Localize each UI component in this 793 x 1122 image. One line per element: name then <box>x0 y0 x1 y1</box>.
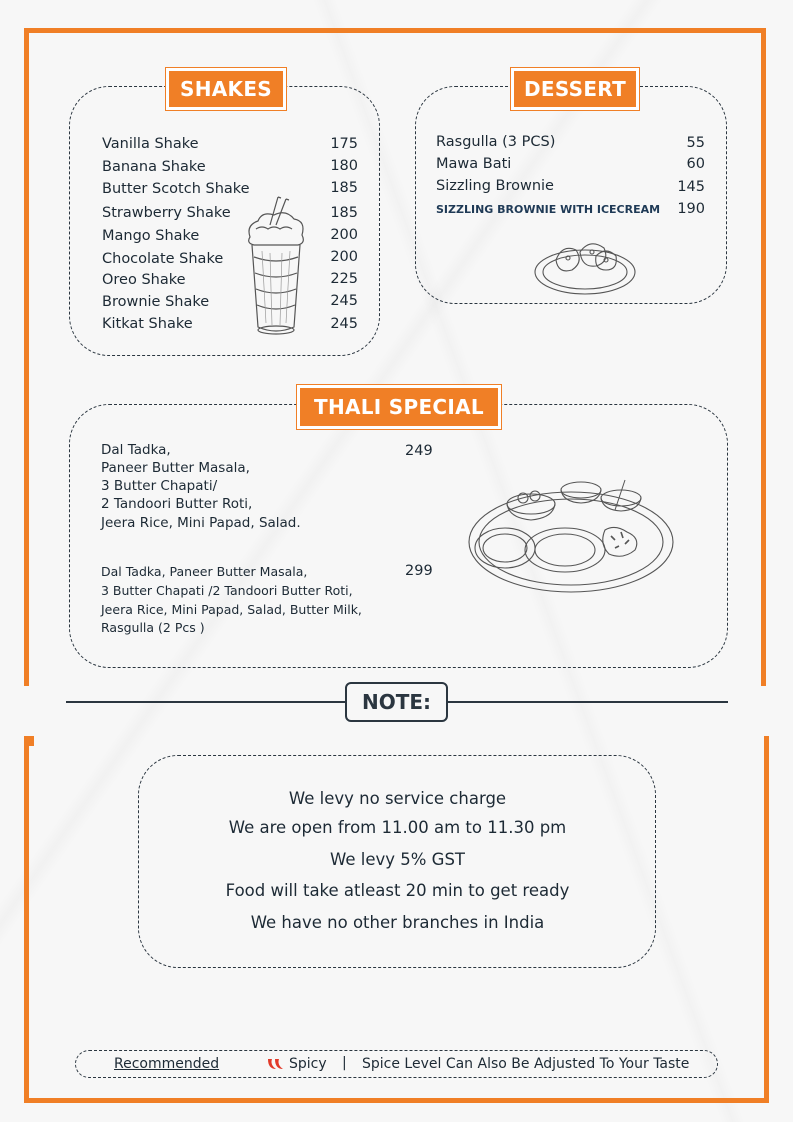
list-item: Butter Scotch Shake <box>102 181 250 197</box>
item-price: 200 <box>330 227 358 243</box>
thali-title: THALI SPECIAL <box>297 385 501 429</box>
thali-line: Rasgulla (2 Pcs ) <box>101 620 205 635</box>
list-item: Chocolate Shake <box>102 251 224 267</box>
note-line: We levy 5% GST <box>329 850 465 869</box>
item-price: 190 <box>677 201 705 217</box>
item-price: 249 <box>405 443 433 459</box>
shakes-title: SHAKES <box>166 68 286 110</box>
list-item: Oreo Shake <box>102 272 186 288</box>
item-price: 55 <box>686 135 705 151</box>
dessert-title: DESSERT <box>511 68 639 110</box>
note-line: We are open from 11.00 am to 11.30 pm <box>228 818 567 837</box>
note-line: We have no other branches in India <box>250 913 545 932</box>
thali-line: Paneer Butter Masala, <box>101 460 250 476</box>
item-price: 200 <box>330 249 358 265</box>
footer-separator: | <box>342 1055 347 1071</box>
list-item: Sizzling Brownie <box>436 178 554 194</box>
milkshake-glass-icon <box>240 195 312 340</box>
list-item: Kitkat Shake <box>102 316 193 332</box>
list-item: Mawa Bati <box>436 156 512 172</box>
spice-level-note: Spice Level Can Also Be Adjusted To Your Taste <box>362 1056 690 1072</box>
list-item: Vanilla Shake <box>102 136 199 152</box>
recommended-label: Recommended <box>114 1056 220 1072</box>
brownie-plate-icon <box>530 222 640 300</box>
thali-line: 2 Tandoori Butter Roti, <box>101 496 253 512</box>
thali-line: 3 Butter Chapati /2 Tandoori Butter Roti, <box>101 583 353 598</box>
list-item: Banana Shake <box>102 159 206 175</box>
chili-icon <box>266 1057 286 1071</box>
item-price: 225 <box>330 271 358 287</box>
item-price: 175 <box>330 136 358 152</box>
thali-line: Dal Tadka, <box>101 442 171 458</box>
item-price: 60 <box>686 156 705 172</box>
note-title: NOTE: <box>345 682 448 722</box>
thali-plate-icon <box>465 470 677 600</box>
list-item: Rasgulla (3 PCS) <box>436 134 556 150</box>
item-price: 185 <box>330 180 358 196</box>
note-line: We levy no service charge <box>288 789 507 808</box>
list-item: Mango Shake <box>102 228 200 244</box>
item-price: 185 <box>330 205 358 221</box>
thali-line: Jeera Rice, Mini Papad, Salad. <box>101 515 301 531</box>
spicy-label: Spicy <box>289 1056 327 1072</box>
thali-line: Jeera Rice, Mini Papad, Salad, Butter Milk, <box>101 602 362 617</box>
footer-legend <box>75 1050 718 1078</box>
item-price: 145 <box>677 179 705 195</box>
item-price: 245 <box>330 293 358 309</box>
thali-line: Dal Tadka, Paneer Butter Masala, <box>101 564 308 579</box>
item-price: 299 <box>405 563 433 579</box>
list-item: Strawberry Shake <box>102 205 231 221</box>
thali-line: 3 Butter Chapati/ <box>101 478 218 494</box>
list-item: SIZZLING BROWNIE WITH ICECREAM <box>436 203 661 216</box>
item-price: 180 <box>330 158 358 174</box>
list-item: Brownie Shake <box>102 294 210 310</box>
item-price: 245 <box>330 316 358 332</box>
note-line: Food will take atleast 20 min to get ready <box>225 881 570 900</box>
